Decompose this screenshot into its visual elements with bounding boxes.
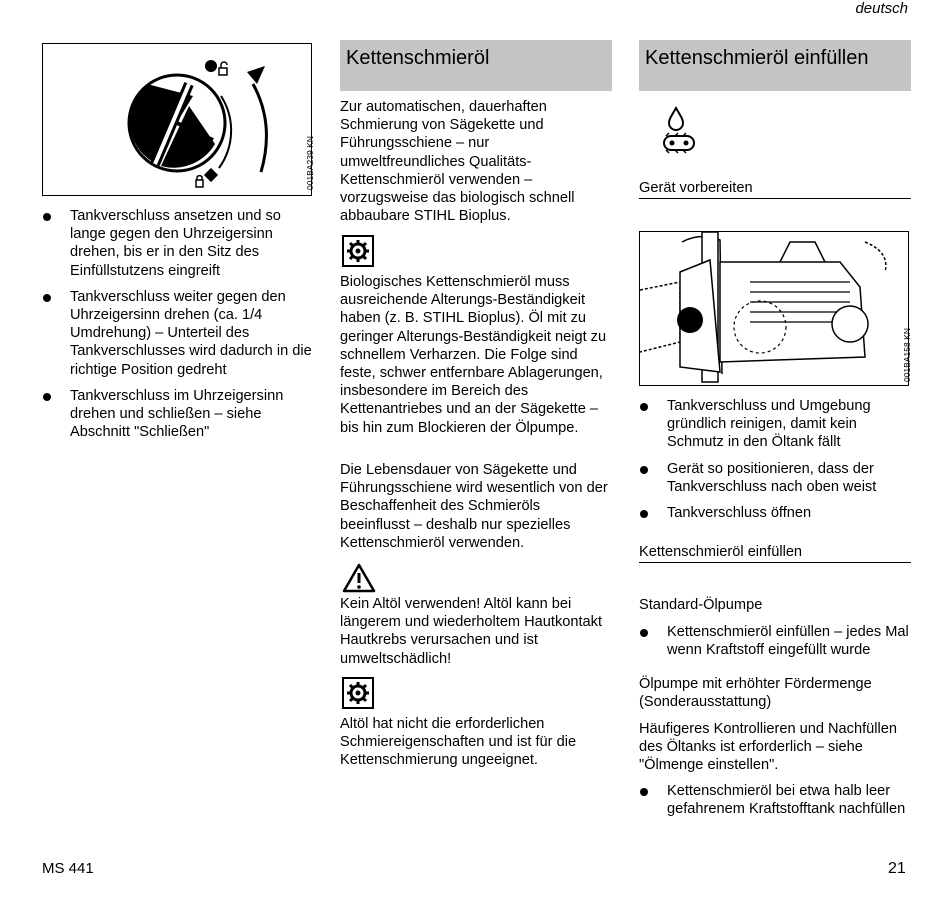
list-item: Tankverschluss und Umgebung gründlich reinigen, damit kein Schmutz in den Öltank fällt [639,397,911,452]
paragraph: Zur automatischen, dauerhaften Schmierung von Sägekette und Führungsschiene – nur umweltfreundliches Qualitäts-Kettenschmieröl verwenden – vorzugsweise das biologisch schnell abbaubare STIHL Bioplus. [340,99,575,225]
subheading: Gerät vorbereiten [639,179,911,199]
section-heading: Kettenschmieröl [340,40,612,91]
paragraph: Biologisches Kettenschmieröl muss ausreichende Alterungs-Beständigkeit haben (z. B. STIHL Bioplus). Öl mit zu geringer Alterungs-Beständigkeit neigt zu schnellem Verharzen. Die Folge sind feste, schwer entfernbare Ablagerungen, insbesondere im Bereich des Kettenantriebes und an der Sägekette – bis hin zum Blockieren der Ölpumpe. [340,274,607,436]
list-item: Tankverschluss öffnen [639,504,911,522]
chainsaw-figure [639,231,912,386]
language-label: deutsch [855,0,908,17]
subheading: Kettenschmieröl einfüllen [639,543,911,563]
footer-model: MS 441 [42,860,94,877]
tank-cap-figure [42,43,315,196]
tank-cap-illustration [43,44,311,195]
list-item: Kettenschmieröl einfüllen – jedes Mal wenn Kraftstoff eingefüllt wurde [639,623,911,659]
paragraph: Altöl hat nicht die erforderlichen Schmiereigenschaften und ist für die Kettenschmierung ungeeignet. [340,716,577,769]
environment-gear-icon [342,677,374,709]
warning-text: Altöl kann bei längerem und wiederholtem Hautkontakt Hautkrebs verursachen und ist umweltschädlich! [340,596,603,667]
chainsaw-illustration [640,232,908,385]
warning-triangle-icon [342,563,376,593]
subheading: Ölpumpe mit erhöhter Fördermenge (Sonderausstattung) [639,676,872,711]
section-heading: Kettenschmieröl einfüllen [639,40,911,91]
column-left [42,0,315,441]
bullet-list [639,397,911,530]
bullet-list [42,207,312,449]
figure-code: 001BA239 KN [305,136,315,190]
list-item: Tankverschluss weiter gegen den Uhrzeigersinn drehen (ca. 1/4 Umdrehung) – Unterteil des Tankverschlusses wird dadurch in die richtige Position gedreht [42,288,312,379]
page-number: 21 [888,860,906,877]
bullet-list [639,782,911,826]
paragraph: Häufigeres Kontrollieren und Nachfüllen des Öltanks ist erforderlich – siehe "Ölmenge einstellen". [639,721,897,774]
bullet-list [639,623,911,667]
chain-oil-icon [661,106,697,156]
warning-paragraph [340,595,612,668]
list-item: Kettenschmieröl bei etwa halb leer gefahrenem Kraftstofftank nachfüllen [639,782,911,818]
list-item: Tankverschluss im Uhrzeigersinn drehen und schließen – siehe Abschnitt "Schließen" [42,387,312,442]
subheading: Standard-Ölpumpe [639,597,763,613]
warning-bold: Kein Altöl verwenden! [340,596,481,612]
figure-code: 001BA158 KN [902,328,912,382]
column-right [639,0,912,818]
paragraph: Die Lebensdauer von Sägekette und Führungsschiene wird wesentlich von der Beschaffenheit des Schmieröls beeinflusst – deshalb nur spezielles Kettenschmieröl verwenden. [340,462,608,551]
list-item: Tankverschluss ansetzen und so lange gegen den Uhrzeigersinn drehen, bis er in den Sitz des Einfüllstutzens eingreift [42,207,312,280]
environment-gear-icon [342,235,374,267]
list-item: Gerät so positionieren, dass der Tankverschluss nach oben weist [639,460,911,496]
